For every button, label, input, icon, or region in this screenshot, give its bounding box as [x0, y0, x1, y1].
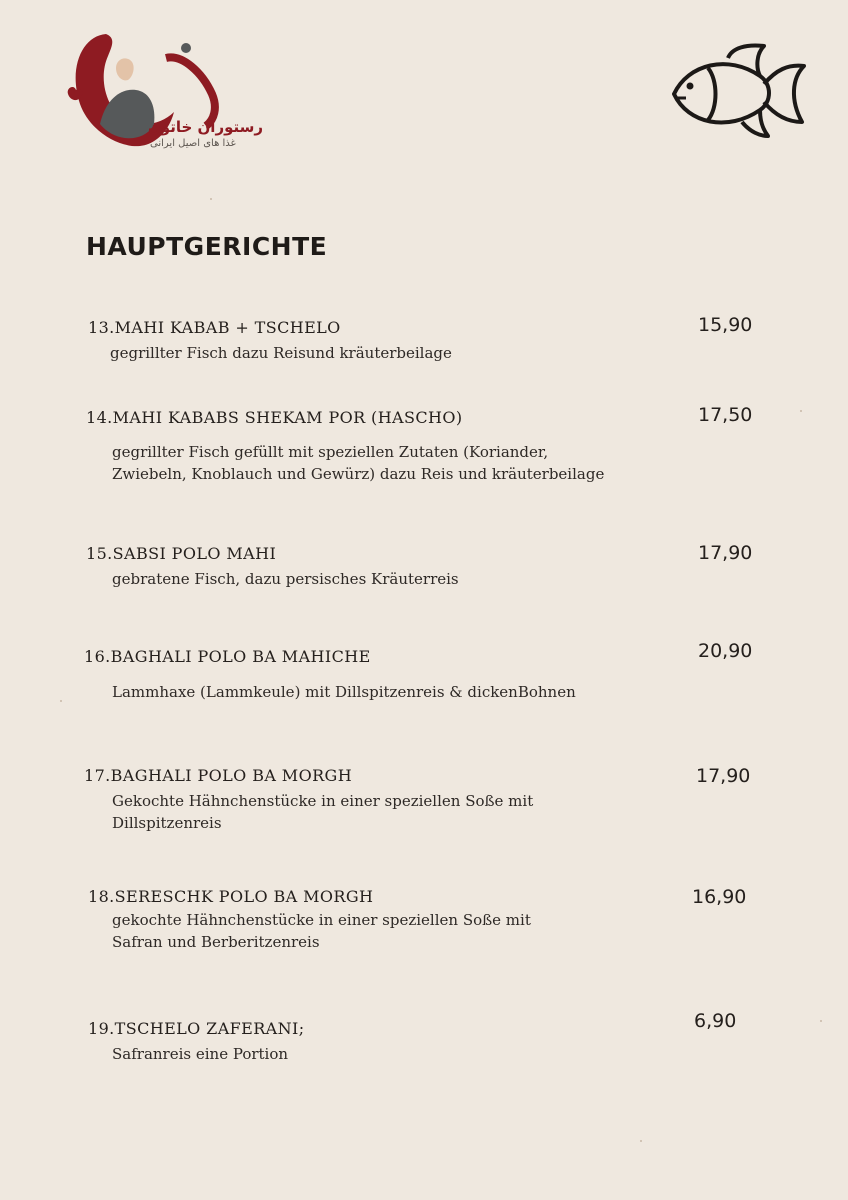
menu-item-description: Zwiebeln, Knoblauch und Gewürz) dazu Reis und kräuterbeilage [112, 465, 605, 483]
menu-item-description: gegrillter Fisch dazu Reisund kräuterbeilage [110, 344, 452, 362]
logo-tagline: غذا های اصیل ایرانی [150, 138, 236, 149]
menu-item-name: 18.SERESCHK POLO BA MORGH [88, 887, 374, 906]
menu-item [88, 1019, 305, 1063]
menu-item-name: 15.SABSI POLO MAHI [86, 544, 277, 563]
menu-item [84, 647, 576, 701]
menu-item-description: gegrillter Fisch gefüllt mit speziellen Zutaten (Koriander, [112, 443, 549, 461]
logo-name: رستوران خاتون [148, 118, 263, 136]
menu-item [84, 766, 534, 832]
paper-speck [60, 700, 62, 702]
menu-item-description: Safranreis eine Portion [112, 1045, 289, 1063]
menu-item-description: Lammhaxe (Lammkeule) mit Dillspitzenreis & dickenBohnen [112, 683, 576, 701]
menu-item [88, 887, 531, 951]
paper-speck [210, 198, 212, 200]
menu-item-description: gekochte Hähnchenstücke in einer speziellen Soße mit [112, 911, 531, 929]
menu-item-price: 15,90 [698, 314, 753, 336]
section-title: HAUPTGERICHTE [86, 232, 328, 261]
menu-item-price: 17,90 [696, 765, 751, 787]
paper-speck [640, 1140, 642, 1142]
menu-item-price: 20,90 [698, 640, 753, 662]
menu-item [86, 408, 605, 483]
menu-item-price: 16,90 [692, 886, 747, 908]
menu-item-name: 16.BAGHALI POLO BA MAHICHE [84, 647, 371, 666]
menu-item-description: Safran und Berberitzenreis [112, 933, 320, 951]
menu-item-name: 13.MAHI KABAB + TSCHELO [88, 318, 341, 337]
menu-item [86, 544, 459, 588]
menu-item-description: Gekochte Hähnchenstücke in einer speziellen Soße mit [112, 792, 534, 810]
menu-item-price: 17,50 [698, 404, 753, 426]
menu-item-description: Dillspitzenreis [112, 814, 222, 832]
menu-item-name: 17.BAGHALI POLO BA MORGH [84, 766, 353, 785]
fish-icon [668, 40, 808, 140]
paper-speck [820, 1020, 822, 1022]
menu-item-name: 14.MAHI KABABS SHEKAM POR (HASCHO) [86, 408, 463, 427]
menu-item-price: 17,90 [698, 542, 753, 564]
menu-item [88, 318, 452, 362]
menu-item-price: 6,90 [694, 1010, 737, 1032]
menu-item-description: gebratene Fisch, dazu persisches Kräuterreis [112, 570, 459, 588]
paper-speck [800, 410, 802, 412]
menu-item-name: 19.TSCHELO ZAFERANI; [88, 1019, 305, 1038]
